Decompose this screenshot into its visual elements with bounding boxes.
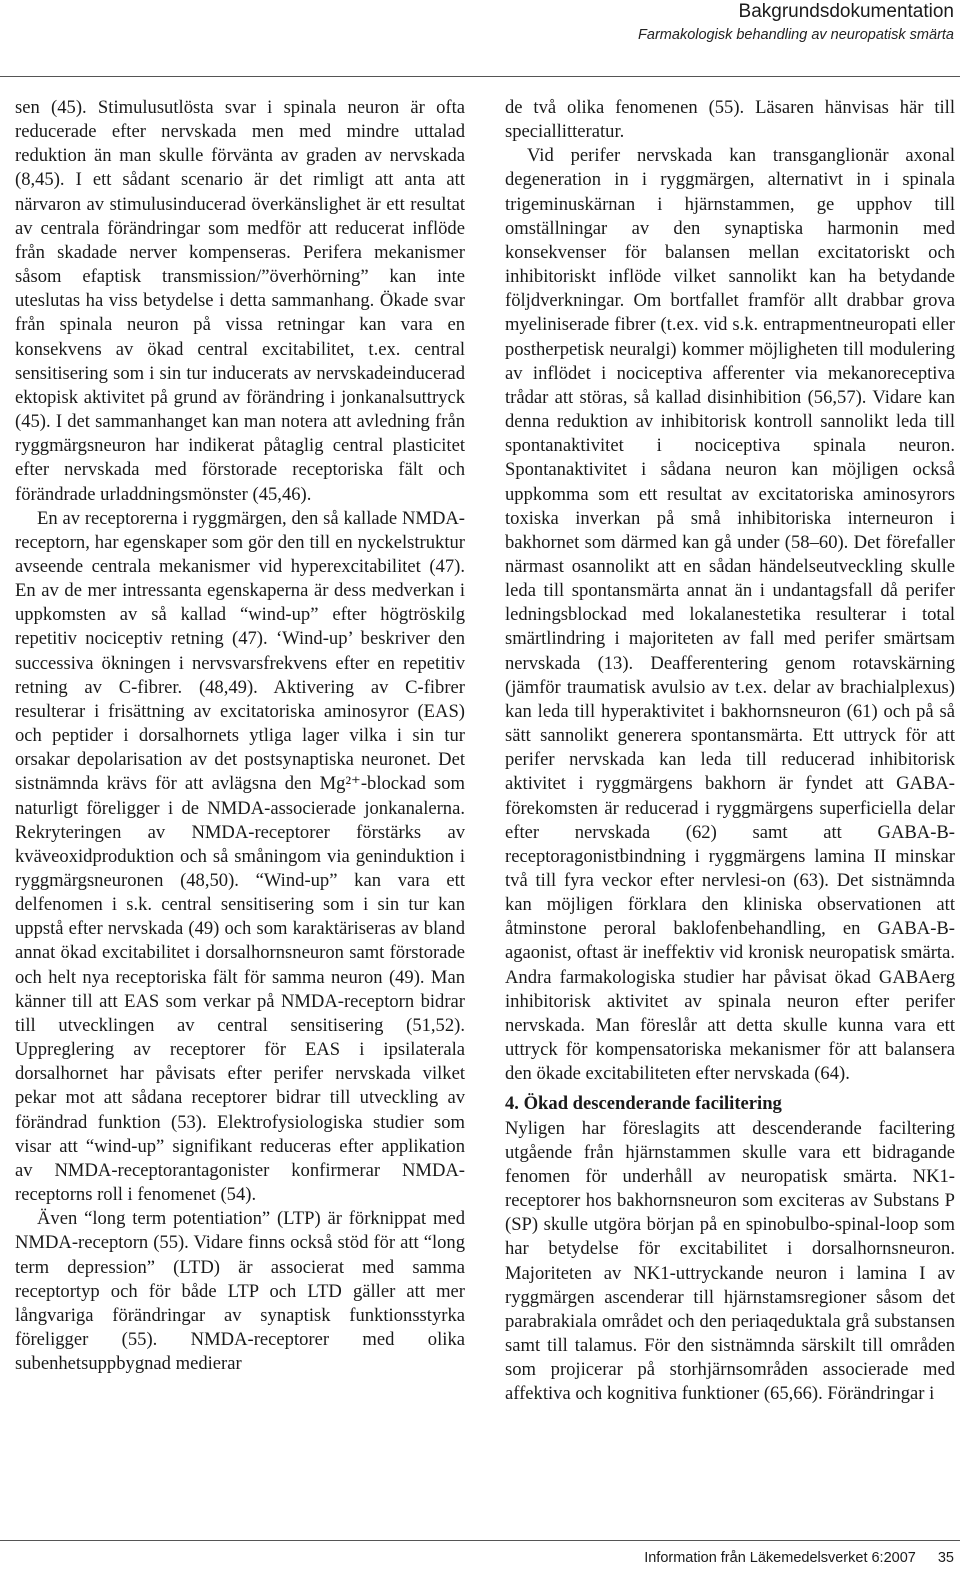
- paragraph: Vid perifer nervskada kan transganglionär axonal degeneration in i ryggmärgen, alternativt in i spinala trigeminuskärnan i hjärnstammen, ge upphov till omställningar av den synaptiska harmonin med konsekvenser för balansen mellan excitatoriskt och inhibitoriskt inflöde vilket sannolikt kan ha betydande följdverkningar. Om bortfallet framför allt drabbar grova myeliniserade fibrer (t.ex. vid s.k. entrapmentneuropati eller postherpetisk neuralgi) kommer möjligheten till modulering av inflödet i nociceptiva afferenter via mekanoreceptiva trådar att störas, så kallad disinhibition (56,57). Vidare kan denna reduktion av inhibitorisk kontroll sannolikt leda till spontanaktivitet i nociceptiva spinala neuron. Spontanaktivitet i sådana neuron kan möjligen också uppkomma som ett resultat av excitatoriska aminosyrors toxiska inverkan på små inhibitoriska interneuron i bakhornet som därmed kan gå under (58–60). Det förefaller närmast osannolikt att en sådan händelseutveckling skulle leda till spontansmärta annat än i undantagsfall då perifer ledningsblockad med lokalanestetika resulterar i total smärtlindring i majoriteten av fall med perifer smärtsam nervskada (13). Deafferentering genom rotavskärning (jämför traumatisk avulsio av t.ex. delar av brachialplexus) kan leda till hyperaktivitet i bakhornsneuron (61) och på så sätt sannolikt generera spontansmärta. Ett uttryck för att perifer nervskada kan leda till reducerad inhibitorisk aktivitet i ryggmärgens bakhorn är fyndet att GABA-förekomsten är reducerad i ryggmärgens superficiella delar efter nervskada (62) samt att GABA-B-receptoragonistbindning i ryggmärgens lamina II minskar två till fyra veckor efter nervlesi-on (63). Det sistnämnda kan möjligen förklara den kliniska observationen att åtminstone peroral baklofenbehandling, en GABA-B-agaonist, oftast är ineffektiv vid kronisk neuropatisk smärta. Andra farmakologiska studier har påvisat ökad GABAerg inhibitorisk aktivitet av spinala neuron efter perifer nervskada. Man föreslår att detta skulle kunna vara ett uttryck för kompensatoriska mekanismer för att balansera den ökade excitabiliteten efter nervskada (64).: [505, 145, 955, 1085]
- section-heading: 4. Ökad descenderande facilitering: [505, 1093, 782, 1115]
- paragraph: Även “long term potentiation” (LTP) är förknippat med NMDA-receptorn (55). Vidare finns också stöd för att “long term depression” (LTD) är associerat med samma receptortyp och för både LTP och LTD gäller att mer långvariga förändringar av synaptisk funktionsstyrka föreligger (55). NMDA-receptorer med olika subenhetsuppbygnad medierar: [15, 1208, 465, 1375]
- document-section-title: Bakgrundsdokumentation: [738, 1, 954, 22]
- right-column: [505, 96, 955, 1406]
- left-column: [15, 96, 465, 1376]
- page-footer: [644, 1549, 954, 1567]
- running-head: [638, 0, 954, 45]
- paragraph: Nyligen har föreslagits att descenderande faciltering utgående från hjärnstammen skulle vara ett bidragande fenomen för underhåll av neuropatisk smärta. NK1-receptorer hos bakhornsneuron som exciteras av Substans P (SP) skulle utgöra början på en spinobulbo-spinal-loop som har betydelse för excitabilitet i dorsalhornsneuron. Majoriteten av NK1-uttryckande neuron i lamina I av ryggmärgen ascenderar till hjärnstamsregioner såsom det parabrakiala området och den periaqeduktala grå substansen samt till talamus. För den sistnämnda särskilt till områden som projicerar på storhjärnsområden associerade med affektiva och kognitiva funktioner (65,66). Förändringar i: [505, 1117, 955, 1405]
- page-number: 35: [937, 1550, 954, 1566]
- header-divider: [0, 76, 960, 77]
- paragraph: de två olika fenomenen (55). Läsaren hänvisas här till speciallitteratur.: [505, 97, 955, 143]
- document-subtitle: Farmakologisk behandling av neuropatisk smärta: [638, 27, 954, 43]
- footer-source: Information från Läkemedelsverket 6:2007: [644, 1550, 916, 1566]
- paragraph: En av receptorerna i ryggmärgen, den så kallade NMDA-receptorn, har egenskaper som gör den till en nyckelstruktur avseende centrala mekanismer vid hyperexcitabilitet (47). En av de mer intressanta egenskaperna är dess medverkan i uppkomsten av så kallad “wind-up” efter högtröskilg repetitiv nociceptiv retning (47). ‘Wind-up’ beskriver den successiva ökningen i nervsvarsfrekvens efter en repetitiv retning av C-fibrer. (48,49). Aktivering av C-fibrer resulterar i frisättning av excitatoriska aminosyror (EAS) och peptider i dorsalhornets ytliga lager vilka i sin tur orsakar depolarisation av det postsynaptiska neuronet. Det sistnämnda krävs för att avlägsna den Mg²⁺-blockad som naturligt föreligger i de NMDA-associerade jonkanalerna. Rekryteringen av NMDA-receptorer förstärks av kväveoxidproduktion och så småningom via geninduktion i ryggmärgsneuronen (48,50). “Wind-up” kan vara ett delfenomen i s.k. central sensitisering som i sin tur kan uppstå efter nervskada (49) och som karaktäriseras av bland annat ökad excitabilitet i dorsalhornsneuron samt förstorade och helt nya receptoriska fält för samma neuron (49). Man känner till att EAS som verkar på NMDA-receptorn bidrar till utvecklingen av central sensitisering (51,52). Uppreglering av receptorer för EAS i ipsilaterala dorsalhornet har påvisats efter perifer nervskada vilket pekar mot att sådana receptorer bidrar till utveckling av förändrad funktion (53). Elektrofysiologiska studier som visar att “wind-up” signifikant reduceras efter applikation av NMDA-receptorantagonister konfirmerar NMDA-receptorns roll i fenomenet (54).: [15, 507, 465, 1206]
- footer-divider: [0, 1540, 960, 1541]
- paragraph: sen (45). Stimulusutlösta svar i spinala neuron är ofta reducerade efter nervskada men med mindre uttalad reduktion än man skulle förvänta av graden av nervskada (8,45). I ett sådant scenario är det rimligt att anta att närvaron av stimulusinducerad överkänslighet är ett resultat av centrala förändringar som medför att reducerat inflöde från skadade nerver kompenseras. Perifera mekanismer såsom efaptisk transmission/”överhörning” kan inte uteslutas ha viss betydelse i detta sammanhang. Ökade svar från spinala neuron på vissa retningar kan vara en konsekvens av ökad central excitabilitet, t.ex. central sensitisering som i sin tur inducerats av nervskadeinducerad ektopisk aktivitet på grund av förändring i jonkanalsuttryck (45). I det sammanhanget kan man notera att avledning från ryggmärgsneuron har indikerat påtaglig central plasticitet efter nervskada med förstorade receptoriska fält och förändrade urladdningsmönster (45,46).: [15, 97, 465, 505]
